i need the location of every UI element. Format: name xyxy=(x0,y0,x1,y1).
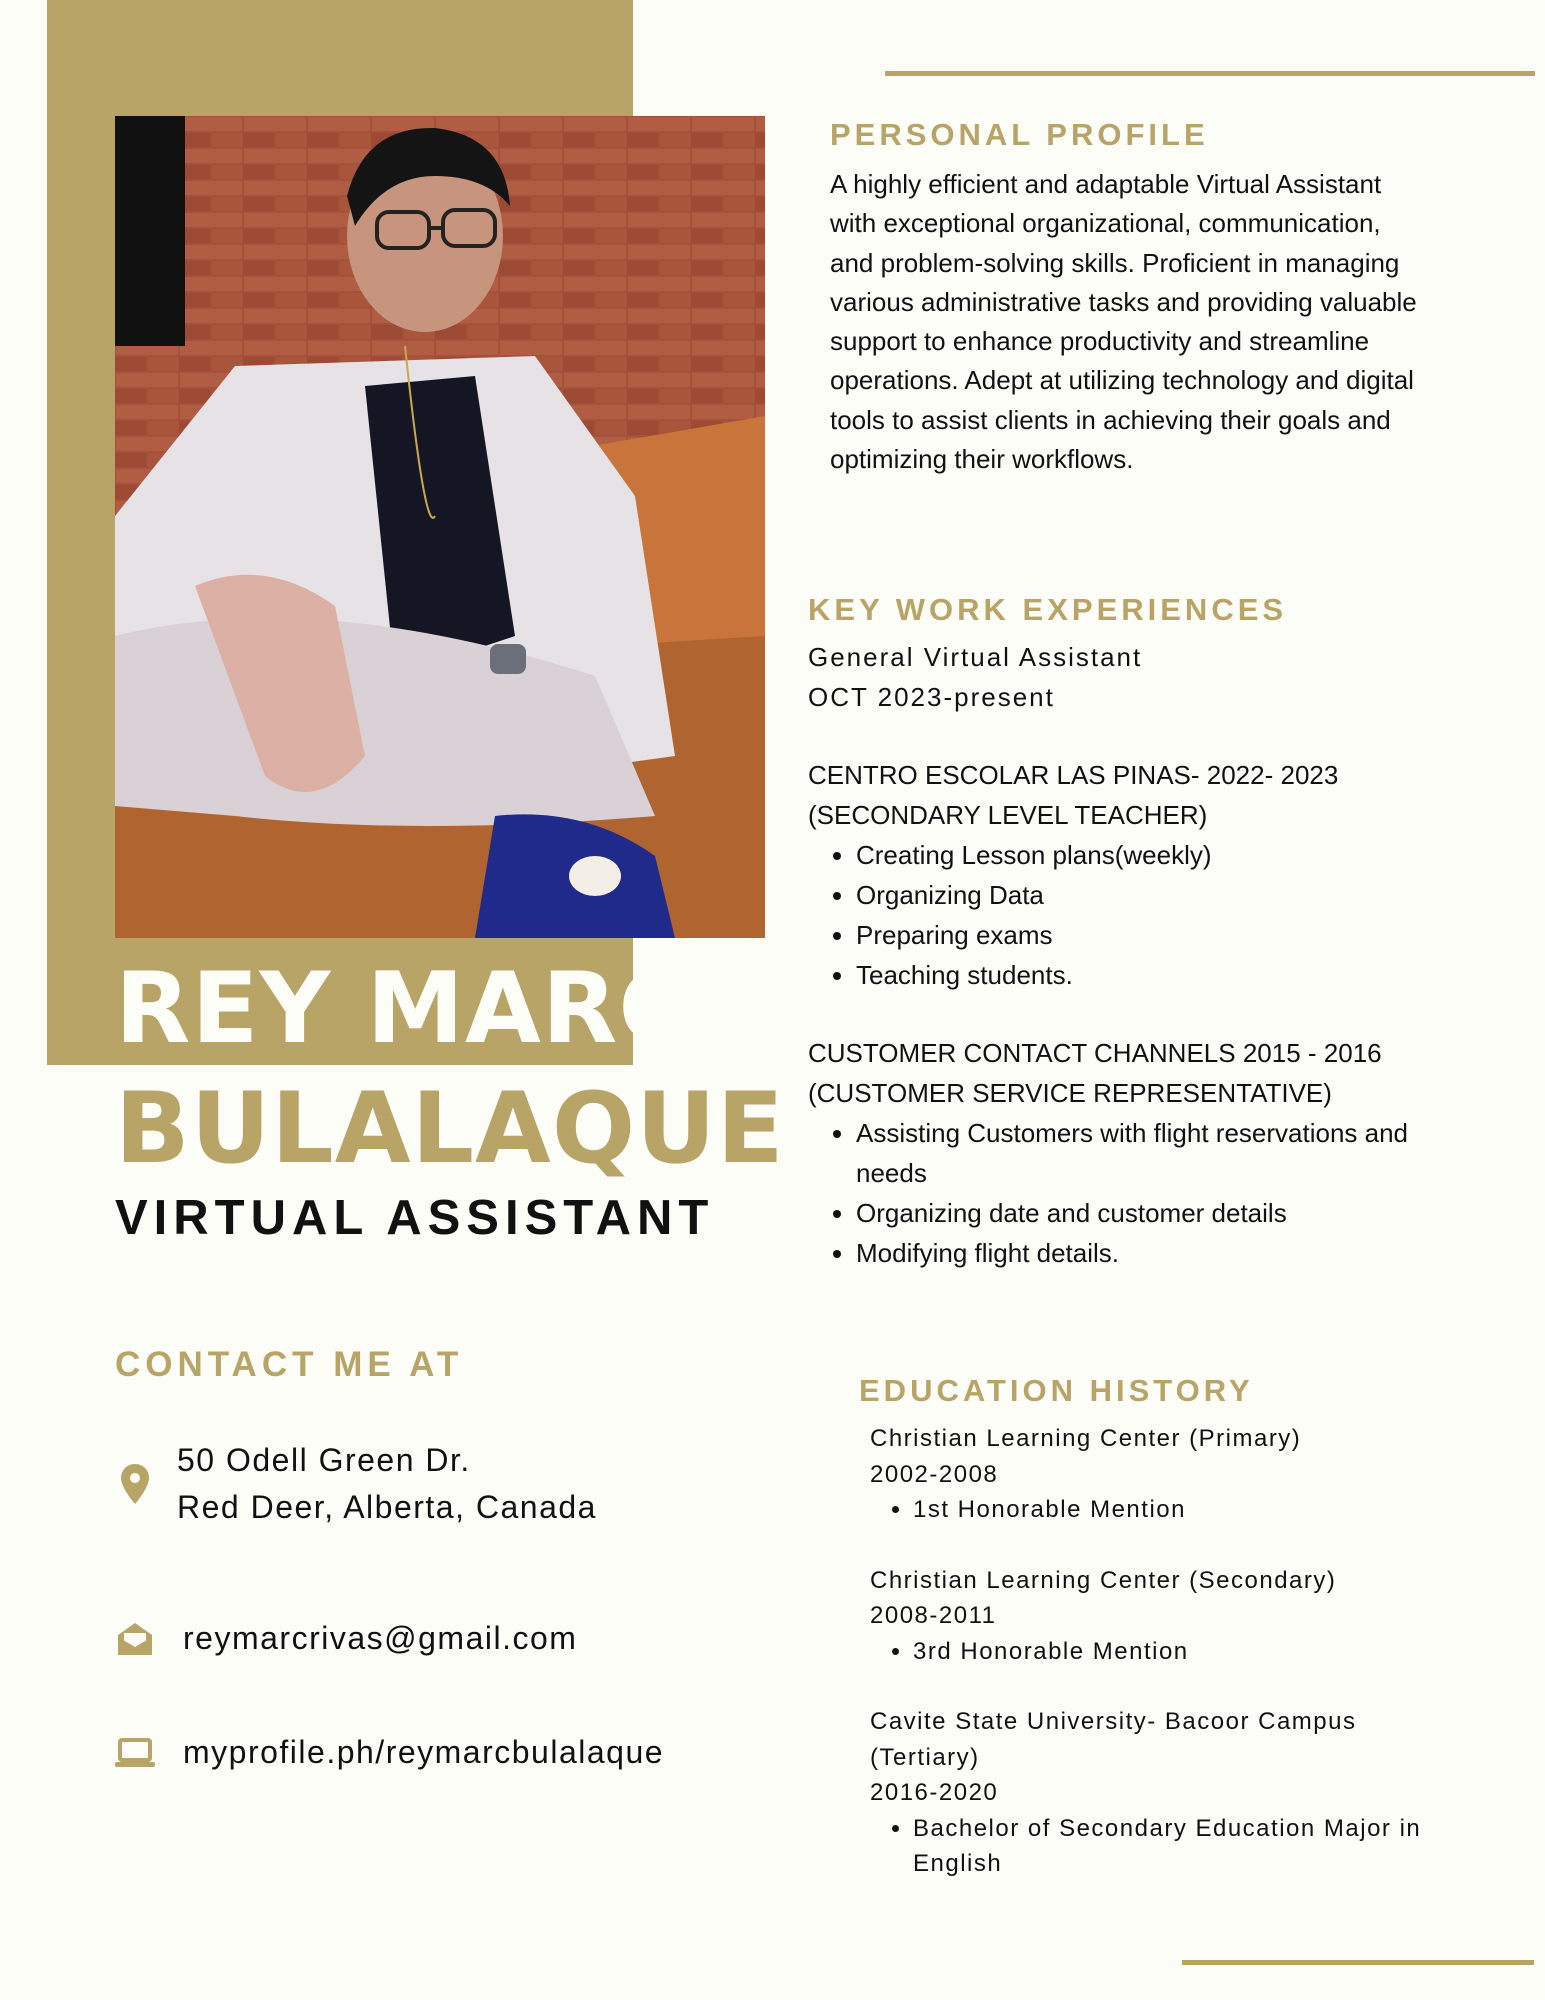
education-section xyxy=(870,1421,1430,1882)
school-name: Christian Learning Center (Secondary) xyxy=(870,1566,1337,1594)
school-degree: • Bachelor of Secondary Education Major in English xyxy=(913,1811,1430,1882)
school-years: 2016-2020 xyxy=(870,1779,999,1806)
map-pin-icon xyxy=(115,1464,155,1504)
envelope-icon xyxy=(115,1623,155,1655)
email-address[interactable]: reymarcrivas@gmail.com xyxy=(183,1620,578,1656)
website-url[interactable]: myprofile.ph/reymarcbulalaque xyxy=(183,1734,665,1770)
personal-profile-heading: PERSONAL PROFILE xyxy=(830,117,1209,152)
job-company: CUSTOMER CONTACT CHANNELS 2015 - 2016 xyxy=(808,1038,1382,1068)
name-second-line: BULALAQUE xyxy=(115,1072,785,1186)
job-company: CENTRO ESCOLAR LAS PINAS- 2022- 2023 xyxy=(808,760,1339,790)
duty-item: • Teaching students. xyxy=(856,955,1428,995)
personal-profile-text: A highly efficient and adaptable Virtual Assistant with exceptional organizational, communication, and problem-solving skills. Proficient in managing various administrative tasks and providing valuable support to enhance productivity and streamline operations. Adept at utilizing technology and digital tools to assist clients in achieving their goals and optimizing their workflows. xyxy=(830,169,1417,475)
job-title: VIRTUAL ASSISTANT xyxy=(115,1191,715,1245)
duty-item: • Organizing date and customer details xyxy=(856,1193,1428,1233)
contact-heading: CONTACT ME AT xyxy=(115,1345,464,1384)
school-years: 2002-2008 xyxy=(870,1460,999,1488)
school-years: 2008-2011 xyxy=(870,1602,997,1629)
work-experience-section xyxy=(808,637,1428,1273)
contact-address xyxy=(115,1437,597,1531)
address-line-1: 50 Odell Green Dr. xyxy=(177,1442,471,1478)
profile-photo xyxy=(115,116,765,938)
job-position: (CUSTOMER SERVICE REPRESENTATIVE) xyxy=(808,1078,1332,1108)
duty-item: • Preparing exams xyxy=(856,915,1428,955)
bottom-divider xyxy=(1182,1960,1534,1965)
name-first-line: REY MARC xyxy=(115,952,692,1066)
current-job-title: General Virtual Assistant xyxy=(808,642,1143,672)
duty-item: • Creating Lesson plans(weekly) xyxy=(856,835,1428,875)
duty-item: • Assisting Customers with flight reservations and needs xyxy=(856,1113,1428,1193)
top-divider xyxy=(885,71,1535,76)
work-experience-heading: KEY WORK EXPERIENCES xyxy=(808,592,1288,627)
laptop-icon xyxy=(115,1738,155,1768)
education-heading: EDUCATION HISTORY xyxy=(859,1373,1254,1408)
job-position: (SECONDARY LEVEL TEACHER) xyxy=(808,800,1208,830)
job-duties-list xyxy=(808,1113,1428,1273)
contact-email[interactable] xyxy=(115,1615,577,1662)
contact-website[interactable] xyxy=(115,1729,664,1776)
school-name: Christian Learning Center (Primary) xyxy=(870,1425,1302,1452)
school-award: • 1st Honorable Mention xyxy=(913,1492,1430,1528)
job-duties-list xyxy=(808,835,1428,995)
school-award: • 3rd Honorable Mention xyxy=(913,1634,1430,1670)
duty-item: • Modifying flight details. xyxy=(856,1233,1428,1273)
address-line-2: Red Deer, Alberta, Canada xyxy=(177,1489,597,1525)
duty-item: • Organizing Data xyxy=(856,875,1428,915)
current-job-dates: OCT 2023-present xyxy=(808,682,1055,712)
school-name: Cavite State University- Bacoor Campus (Tertiary) xyxy=(870,1708,1357,1771)
